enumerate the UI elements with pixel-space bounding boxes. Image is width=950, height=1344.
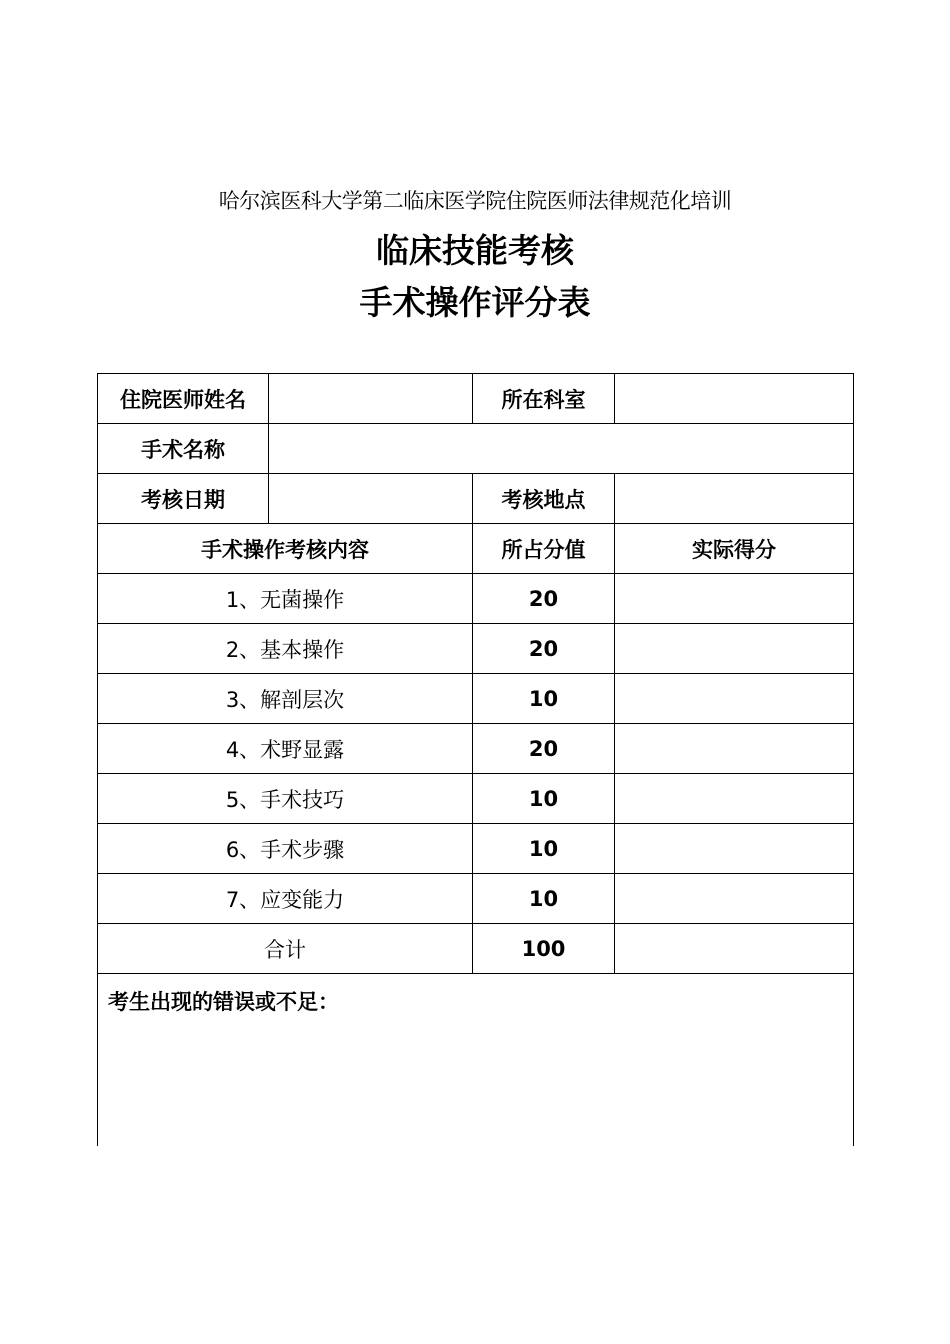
- total-row: [98, 924, 854, 974]
- form-row-date: [98, 474, 854, 524]
- table-row: [98, 624, 854, 674]
- resident-name-field[interactable]: [269, 374, 473, 424]
- item-label: 3、解剖层次: [98, 674, 473, 724]
- item-label: 4、术野显露: [98, 724, 473, 774]
- total-label: 合计: [98, 924, 473, 974]
- exam-date-label: 考核日期: [98, 474, 269, 524]
- item-actual-score-field[interactable]: [615, 574, 854, 624]
- table-row: [98, 774, 854, 824]
- table-row: [98, 824, 854, 874]
- notes-row: [98, 974, 854, 1147]
- table-row: [98, 874, 854, 924]
- surgery-name-field[interactable]: [269, 424, 854, 474]
- item-points: 10: [473, 774, 615, 824]
- table-row: [98, 674, 854, 724]
- column-header-points: 所占分值: [473, 524, 615, 574]
- total-actual-score-field[interactable]: [615, 924, 854, 974]
- table-row: [98, 574, 854, 624]
- item-label: 2、基本操作: [98, 624, 473, 674]
- form-title: 手术操作评分表: [359, 283, 591, 322]
- item-label: 7、应变能力: [98, 874, 473, 924]
- surgery-name-label: 手术名称: [98, 424, 269, 474]
- table-row: [98, 724, 854, 774]
- item-actual-score-field[interactable]: [615, 874, 854, 924]
- item-actual-score-field[interactable]: [615, 624, 854, 674]
- item-points: 20: [473, 574, 615, 624]
- item-actual-score-field[interactable]: [615, 724, 854, 774]
- scoring-form-table: [97, 373, 854, 1146]
- department-label: 所在科室: [473, 374, 615, 424]
- resident-name-label: 住院医师姓名: [98, 374, 269, 424]
- item-actual-score-field[interactable]: [615, 824, 854, 874]
- item-points: 10: [473, 824, 615, 874]
- item-label: 1、无菌操作: [98, 574, 473, 624]
- exam-location-field[interactable]: [615, 474, 854, 524]
- item-points: 20: [473, 624, 615, 674]
- exam-location-label: 考核地点: [473, 474, 615, 524]
- form-row-surgery: [98, 424, 854, 474]
- institution-subtitle: 哈尔滨医科大学第二临床医学院住院医师法律规范化培训: [218, 189, 732, 213]
- item-actual-score-field[interactable]: [615, 674, 854, 724]
- column-header-content: 手术操作考核内容: [98, 524, 473, 574]
- form-row-name: [98, 374, 854, 424]
- total-points: 100: [473, 924, 615, 974]
- notes-field[interactable]: [98, 974, 854, 1147]
- item-label: 6、手术步骤: [98, 824, 473, 874]
- item-actual-score-field[interactable]: [615, 774, 854, 824]
- item-points: 10: [473, 874, 615, 924]
- column-header-actual: 实际得分: [615, 524, 854, 574]
- item-points: 10: [473, 674, 615, 724]
- table-header-row: [98, 524, 854, 574]
- notes-label: 考生出现的错误或不足：: [108, 990, 339, 1014]
- department-field[interactable]: [615, 374, 854, 424]
- item-points: 20: [473, 724, 615, 774]
- item-label: 5、手术技巧: [98, 774, 473, 824]
- page-title: 临床技能考核: [376, 231, 574, 270]
- exam-date-field[interactable]: [269, 474, 473, 524]
